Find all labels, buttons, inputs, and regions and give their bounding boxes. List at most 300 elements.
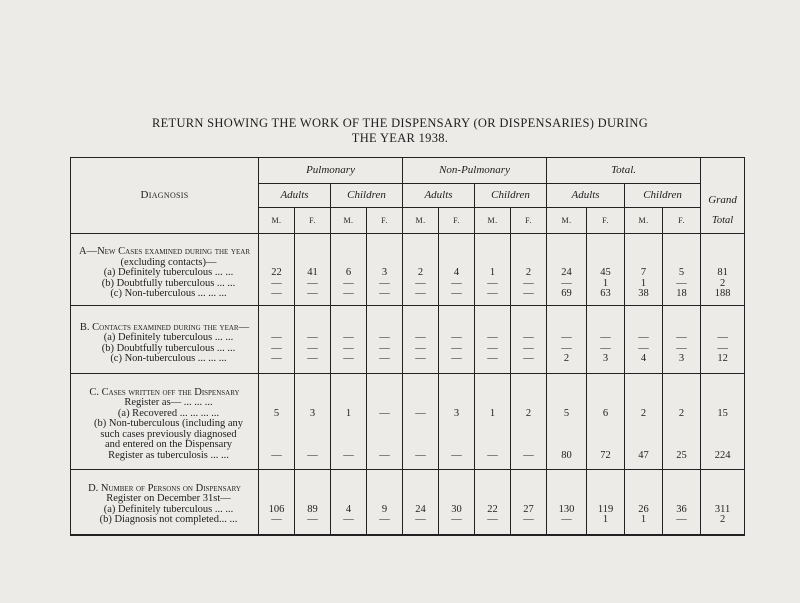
value-cell [439,470,475,535]
cell-value: — [451,277,462,289]
grand-total-header: Total [701,208,745,234]
cell-value [511,247,546,258]
cell-value [587,484,624,495]
cell-value [259,484,294,495]
grand-header: Grand [701,158,745,208]
value-cell [475,470,511,535]
cell-value: 2 [525,407,532,419]
value-cell [367,470,403,535]
cell-value [367,247,402,258]
cell-value: 27 [523,503,534,515]
section-row-a [71,234,745,306]
cell-value: — [379,288,390,300]
cell-value [625,388,662,399]
value-cell [587,234,625,306]
cell-value [511,484,546,495]
cell-value [663,430,700,441]
cell-value [331,430,366,441]
cell-value [511,419,546,430]
value-cell [439,234,475,306]
col-pul-child-f: F. [367,208,403,234]
cell-value [331,388,366,399]
cell-value: 3 [602,353,609,364]
cell-value: 119 [597,503,614,515]
cell-value [701,484,744,495]
total-children-header: Children [625,184,701,208]
cell-value: 81 [717,267,728,279]
cell-value: — [415,288,426,300]
value-cell [547,470,587,535]
cell-value: — [487,277,498,289]
value-cell [367,234,403,306]
cell-value [587,388,624,399]
value-cell [367,306,403,374]
cell-value: 63 [600,288,611,300]
cell-value [547,430,586,441]
label-line: D. Number of Persons on Dispensary [88,482,241,494]
cell-value: 1 [602,514,609,526]
cell-value [701,388,744,399]
cell-value: 2 [719,277,726,289]
value-cell [295,234,331,306]
cell-value: — [487,514,498,526]
value-cell [259,306,295,374]
label-line: (excluding contacts)— [120,256,217,268]
cell-value [259,247,294,258]
cell-value: — [271,342,282,354]
cell-value [663,247,700,258]
cell-value: — [600,332,611,343]
cell-value: 9 [381,503,388,515]
cell-value: — [379,449,390,461]
label-line: (b) Doubtfully tuberculous ... ... [101,342,236,354]
cell-value: — [676,332,687,343]
label-line: Register as tuberculosis ... ... [108,449,229,461]
value-cell [701,234,745,306]
cell-value: — [487,332,498,343]
value-cell [331,470,367,535]
cell-value: — [487,353,498,364]
value-cell [663,234,701,306]
col-np-child-f: F. [511,208,547,234]
value-cell [547,374,587,470]
cell-value: 188 [714,288,731,300]
cell-value [511,430,546,441]
title-line-2: THE YEAR 1938. [351,131,449,145]
value-cell [663,470,701,535]
cell-value: 1 [345,407,352,419]
cell-value [367,388,402,399]
cell-value: 2 [525,267,532,279]
cell-value: — [415,277,426,289]
cell-value [547,247,586,258]
value-cell [259,234,295,306]
cell-value: 18 [676,288,687,300]
cell-value [625,484,662,495]
cell-value: — [638,342,649,354]
cell-value: — [600,342,611,354]
value-cell [403,234,439,306]
cell-value: 2 [563,353,570,364]
section-row-c [71,374,745,470]
value-cell [701,374,745,470]
cell-value: 6 [345,267,352,279]
cell-value: — [523,449,534,461]
cell-value: — [271,514,282,526]
cell-value: 47 [638,449,649,461]
cell-value: 2 [417,267,424,279]
value-cell [663,374,701,470]
cell-value: — [307,332,318,343]
cell-value: — [343,332,354,343]
cell-value: 38 [638,288,649,300]
value-cell [547,306,587,374]
cell-value: — [717,342,728,354]
label-line: (a) Definitely tuberculous ... ... [103,267,234,279]
value-cell [625,470,663,535]
cell-value: 4 [345,503,352,515]
cell-value [439,247,474,258]
pulmonary-header: Pulmonary [259,158,403,184]
value-cell [295,374,331,470]
col-pul-adult-f: F. [295,208,331,234]
cell-value [295,419,330,430]
cell-value: — [415,449,426,461]
section-label-b [71,306,259,374]
cell-value [259,388,294,399]
cell-value: — [415,332,426,343]
value-cell [625,306,663,374]
cell-value: 1 [640,514,647,526]
cell-value: — [271,449,282,461]
value-cell [259,470,295,535]
cell-value [331,484,366,495]
label-line: (c) Non-tuberculous ... ... ... [110,353,227,364]
cell-value: — [343,342,354,354]
cell-value: 24 [561,267,572,279]
cell-value [295,388,330,399]
dispensary-return-table [70,157,745,536]
cell-value: — [343,514,354,526]
cell-value: 36 [676,503,687,515]
cell-value: — [379,407,390,419]
non-pulmonary-header: Non-Pulmonary [403,158,547,184]
cell-value: — [379,514,390,526]
cell-value: — [271,288,282,300]
cell-value [547,419,586,430]
cell-value [439,419,474,430]
col-tot-child-f: F. [663,208,701,234]
cell-value: 41 [307,267,318,279]
cell-value [475,484,510,495]
value-cell [403,374,439,470]
value-cell [403,306,439,374]
cell-value: — [307,277,318,289]
cell-value [403,419,438,430]
cell-value: — [523,288,534,300]
cell-value: 89 [307,503,318,515]
cell-value [367,484,402,495]
value-cell [439,374,475,470]
value-cell [475,374,511,470]
cell-value [625,419,662,430]
cell-value [331,247,366,258]
cell-value: — [415,342,426,354]
cell-value: — [307,449,318,461]
cell-value: 69 [561,288,572,300]
cell-value [259,419,294,430]
cell-value: — [415,514,426,526]
cell-value: 30 [451,503,462,515]
cell-value: 15 [717,407,728,419]
label-line: (b) Doubtfully tuberculous ... ... [101,277,236,289]
cell-value: 22 [271,267,282,279]
cell-value: 45 [600,267,611,279]
cell-value: — [343,277,354,289]
col-tot-adult-m: M. [547,208,587,234]
value-cell [625,234,663,306]
cell-value: 106 [268,503,285,515]
cell-value: — [307,353,318,364]
cell-value: — [307,514,318,526]
cell-value: — [307,342,318,354]
value-cell [625,374,663,470]
col-tot-child-m: M. [625,208,663,234]
label-line: (c) Non-tuberculous ... ... ... [110,288,227,300]
cell-value: 3 [678,353,685,364]
cell-value: — [487,342,498,354]
cell-value [475,247,510,258]
cell-value [331,419,366,430]
cell-value: — [676,277,687,289]
cell-value: — [451,514,462,526]
cell-value: 3 [453,407,460,419]
cell-value [625,430,662,441]
section-row-d [71,470,745,535]
non-pulmonary-children-header: Children [475,184,547,208]
cell-value: 12 [717,353,728,364]
label-line: (a) Recovered ... ... ... ... [117,407,220,419]
cell-value [475,388,510,399]
value-cell [701,470,745,535]
cell-value: 3 [381,267,388,279]
section-label-a [71,234,259,306]
cell-value: — [638,332,649,343]
cell-value: 2 [678,407,685,419]
value-cell [259,374,295,470]
cell-value [475,430,510,441]
cell-value: 5 [273,407,280,419]
label-line: B. Contacts examined during the year— [79,321,250,333]
pulmonary-children-header: Children [331,184,403,208]
cell-value: — [451,332,462,343]
cell-value [295,247,330,258]
cell-value: 224 [714,449,731,461]
cell-value: 22 [487,503,498,515]
cell-value: — [379,342,390,354]
value-cell [295,470,331,535]
cell-value: 72 [600,449,611,461]
cell-value [663,419,700,430]
label-line: (a) Definitely tuberculous ... ... [103,332,234,343]
value-cell [587,374,625,470]
cell-value: — [415,407,426,419]
section-label-d [71,470,259,535]
value-cell [367,374,403,470]
section-label-c [71,374,259,470]
cell-value: 80 [561,449,572,461]
cell-value: — [271,353,282,364]
cell-value [403,484,438,495]
cell-value: 2 [719,514,726,526]
label-line: such cases previously diagnosed [100,428,237,440]
cell-value: — [307,288,318,300]
cell-value [663,388,700,399]
value-cell [547,234,587,306]
cell-value: — [415,353,426,364]
total-adults-header: Adults [547,184,625,208]
cell-value: — [676,342,687,354]
value-cell [511,306,547,374]
cell-value: — [561,342,572,354]
cell-value [403,247,438,258]
col-np-child-m: M. [475,208,511,234]
cell-value: 6 [602,407,609,419]
col-pul-adult-m: M. [259,208,295,234]
cell-value [439,388,474,399]
cell-value: — [523,277,534,289]
cell-value: — [523,332,534,343]
cell-value: — [379,277,390,289]
cell-value: — [523,353,534,364]
cell-value [439,484,474,495]
cell-value: — [451,288,462,300]
label-line: (b) Diagnosis not completed... ... [99,514,238,526]
cell-value [701,430,744,441]
non-pulmonary-adults-header: Adults [403,184,475,208]
value-cell [403,470,439,535]
value-cell [331,374,367,470]
cell-value: 1 [489,407,496,419]
cell-value: 130 [558,503,575,515]
value-cell [511,374,547,470]
cell-value [663,484,700,495]
cell-value [511,388,546,399]
cell-value: — [717,332,728,343]
cell-value: 24 [415,503,426,515]
value-cell [295,306,331,374]
cell-value: 25 [676,449,687,461]
pulmonary-adults-header: Adults [259,184,331,208]
cell-value [403,388,438,399]
label-line: and entered on the Dispensary [104,439,233,451]
label-line: Register on December 31st— [106,493,231,505]
cell-value: — [561,277,572,289]
cell-value: — [676,514,687,526]
cell-value: 4 [640,353,647,364]
cell-value: — [451,353,462,364]
cell-value: 1 [602,277,609,289]
value-cell [475,234,511,306]
value-cell [587,306,625,374]
cell-value [367,419,402,430]
label-line: (b) Non-tuberculous (including any [93,418,243,430]
cell-value [403,430,438,441]
cell-value: 311 [714,503,731,515]
cell-value: 26 [638,503,649,515]
cell-value [367,430,402,441]
value-cell [701,306,745,374]
cell-value: 2 [640,407,647,419]
col-np-adult-f: F. [439,208,475,234]
value-cell [331,234,367,306]
col-np-adult-m: M. [403,208,439,234]
cell-value [547,484,586,495]
cell-value: 1 [489,267,496,279]
cell-value: — [343,353,354,364]
cell-value: — [451,342,462,354]
col-tot-adult-f: F. [587,208,625,234]
cell-value: — [523,514,534,526]
cell-value: — [451,449,462,461]
label-line: (a) Definitely tuberculous ... ... [103,503,234,515]
cell-value: 5 [563,407,570,419]
cell-value: — [271,332,282,343]
cell-value: — [487,288,498,300]
cell-value [701,247,744,258]
cell-value: 1 [640,277,647,289]
cell-value [295,484,330,495]
value-cell [511,470,547,535]
cell-value: — [379,353,390,364]
value-cell [331,306,367,374]
cell-value [587,247,624,258]
value-cell [587,470,625,535]
cell-value [625,247,662,258]
label-line: A—New Cases examined during the year [78,246,250,258]
cell-value: — [271,277,282,289]
page-title [0,116,800,146]
total-header: Total. [547,158,701,184]
cell-value [439,430,474,441]
cell-value: 3 [309,407,316,419]
col-pul-child-m: M. [331,208,367,234]
cell-value: — [343,449,354,461]
label-line: Register as— ... ... ... [124,397,213,409]
cell-value: — [487,449,498,461]
cell-value [701,419,744,430]
section-row-b [71,306,745,374]
title-line-1: RETURN SHOWING THE WORK OF THE DISPENSARY (OR DISPENSARIES) DURING [151,116,649,130]
value-cell [663,306,701,374]
cell-value [587,419,624,430]
cell-value: — [343,288,354,300]
value-cell [475,306,511,374]
cell-value: 7 [640,267,647,279]
label-line: C. Cases written off the Dispensary [89,386,240,398]
cell-value: 4 [453,267,460,279]
cell-value: 5 [678,267,685,279]
cell-value: — [561,514,572,526]
cell-value [587,430,624,441]
cell-value: — [379,332,390,343]
cell-value [295,430,330,441]
diagnosis-header: Diagnosis [71,158,259,234]
cell-value: — [561,332,572,343]
cell-value [475,419,510,430]
table-body [71,234,745,535]
value-cell [511,234,547,306]
